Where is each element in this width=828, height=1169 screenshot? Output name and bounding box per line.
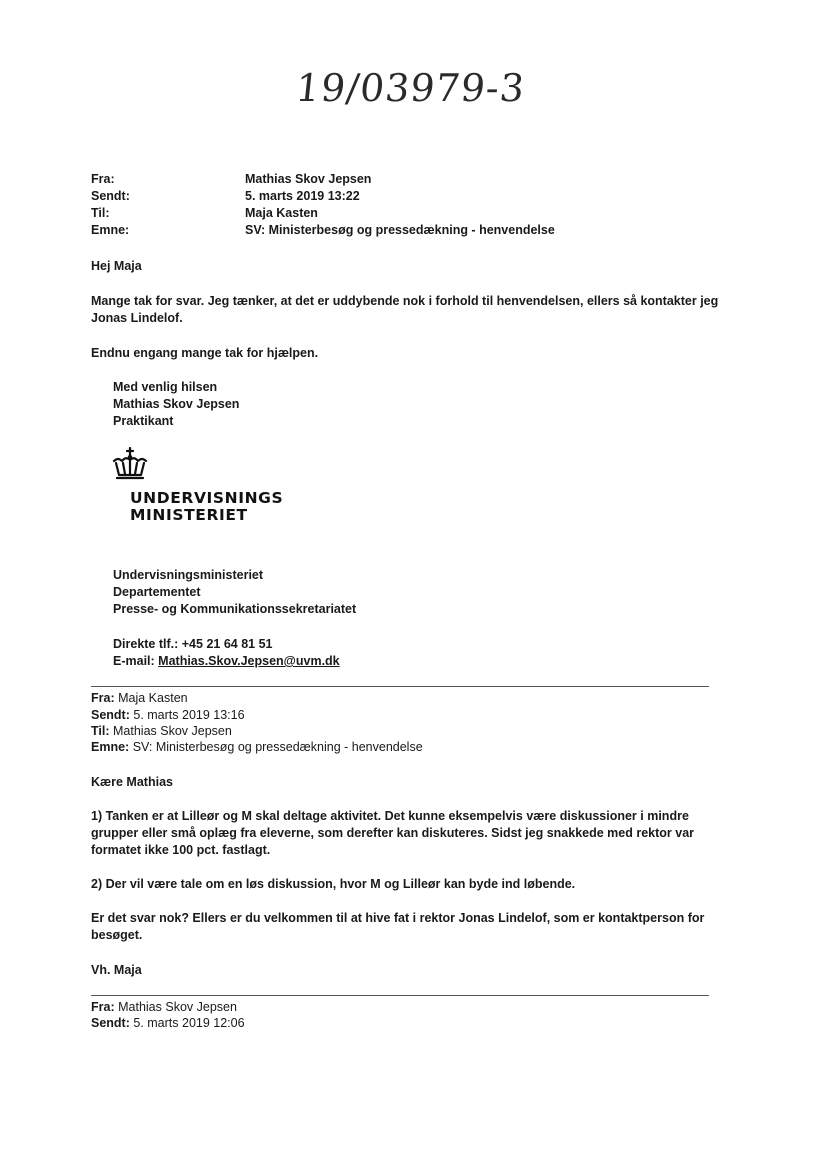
contact-block [113,636,340,670]
phone-line: Direkte tlf.: +45 21 64 81 51 [113,637,273,651]
header-label: Til: [91,206,110,220]
email2-header-to: Til: Mathias Skov Jepsen [91,724,232,738]
email1-header-to [91,206,791,223]
email-link[interactable]: Mathias.Skov.Jepsen@uvm.dk [158,654,340,668]
body-line: 1) Tanken er at Lilleør og M skal deltage aktivitet. Det kunne eksempelvis være diskussioner i mindre [91,809,689,823]
signature-line: Mathias Skov Jepsen [113,397,240,411]
email1-greeting: Hej Maja [91,259,142,273]
email1-header-subject [91,223,791,240]
email1-body [91,293,741,327]
org-line: Undervisningsministeriet [113,568,264,582]
body-line: besøget. [91,928,143,942]
header-label: Sendt: [91,189,130,203]
email2-signoff: Vh. Maja [91,963,142,977]
email3-header-from: Fra: Mathias Skov Jepsen [91,1000,237,1014]
email2-paragraph2: 2) Der vil være tale om en løs diskussion, hvor M og Lilleør kan byde ind løbende. [91,877,576,891]
email1-closing: Endnu engang mange tak for hjælpen. [91,346,319,360]
header-value: Maja Kasten [245,206,318,220]
separator [91,995,709,996]
email1-header-from [91,172,791,189]
header-label: Emne: [91,223,130,237]
signature [113,379,239,430]
header-value: Mathias Skov Jepsen [245,172,372,186]
org-line: Presse- og Kommunikationssekretariatet [113,602,357,616]
org-line: Departementet [113,585,201,599]
case-number: 19/03979-3 [293,66,528,110]
email1-header-sent [91,189,791,206]
header-label: Fra: [91,172,115,186]
body-line: formatet ikke 100 pct. fastlagt. [91,843,271,857]
ministry-logo-text: UNDERVISNINGS MINISTERIET [130,489,284,524]
separator [91,686,709,687]
email-line: E-mail: Mathias.Skov.Jepsen@uvm.dk [113,654,340,668]
header-value: SV: Ministerbesøg og pressedækning - henvendelse [245,223,555,237]
body-line: Mange tak for svar. Jeg tænker, at det er uddybende nok i forhold til henvendelsen, ellers så kontakter jeg [91,294,719,308]
body-line: Er det svar nok? Ellers er du velkommen til at hive fat i rektor Jonas Lindelof, som er kontaktperson for [91,911,705,925]
crown-logo-icon [110,447,150,481]
email2-header-sent: Sendt: 5. marts 2019 13:16 [91,708,245,722]
email2-greeting: Kære Mathias [91,775,173,789]
email3-header-sent: Sendt: 5. marts 2019 12:06 [91,1016,245,1030]
header-value: 5. marts 2019 13:22 [245,189,360,203]
email2-paragraph1 [91,808,731,859]
organization-block [113,567,356,618]
email2-header-subject: Emne: SV: Ministerbesøg og pressedækning - henvendelse [91,740,423,754]
signature-line: Med venlig hilsen [113,380,218,394]
email2-header-from: Fra: Maja Kasten [91,691,188,705]
email2-paragraph3 [91,910,731,944]
signature-line: Praktikant [113,414,174,428]
body-line: Jonas Lindelof. [91,311,183,325]
body-line: grupper eller små oplæg fra eleverne, som derefter kan diskuteres. Sidst jeg snakkede med rektor var [91,826,695,840]
